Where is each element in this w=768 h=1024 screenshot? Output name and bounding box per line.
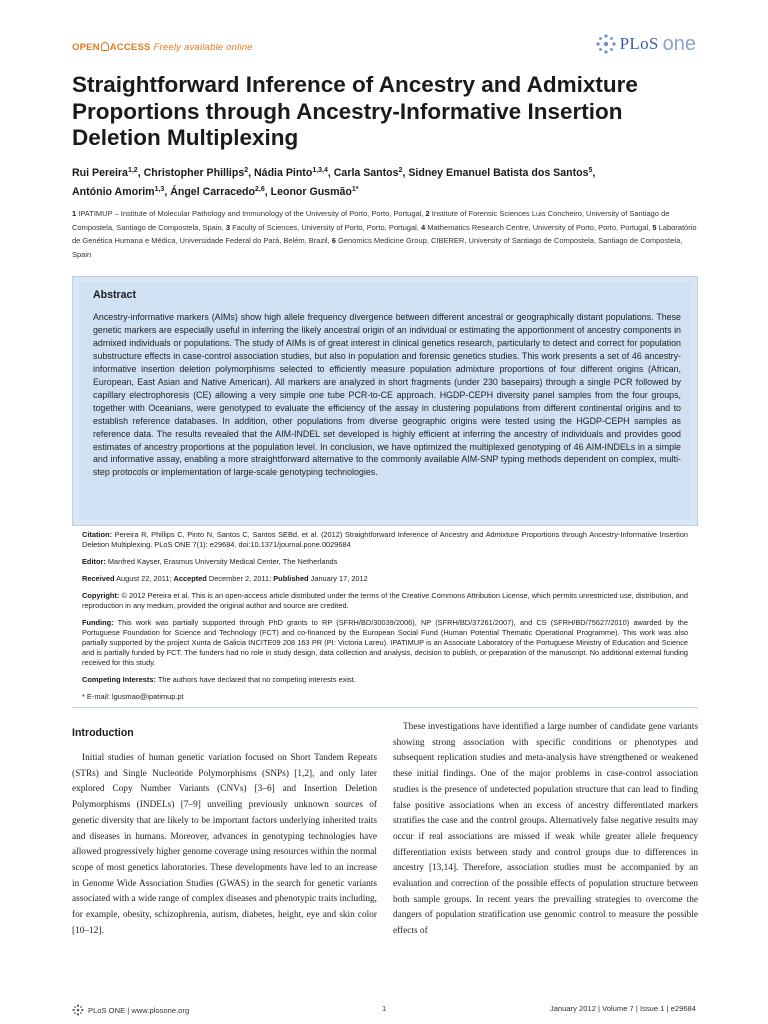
- page-number: 1: [382, 1004, 387, 1013]
- footer-journal: [72, 1004, 189, 1016]
- author[interactable]: Rui Pereira$^{1,2}$: [72, 167, 138, 179]
- author[interactable]: Sidney Emanuel Batista dos Santos$^5$: [408, 167, 593, 179]
- freely-available-text: Freely available online: [153, 42, 253, 53]
- author-list: Rui Pereira$^{1,2}$, Christopher Phillips$^2$, Nádia Pinto$^{1,3,4}$, Carla Santos$^2$, Sidney Emanuel Batista dos Santos$^5$, António Amorim$^{1,3}$, Ángel Carracedo$^{2,6}$, Leonor Gusmão$^{1*}$: [72, 167, 596, 198]
- author[interactable]: Nádia Pinto$^{1,3,4}$: [254, 167, 328, 179]
- author[interactable]: António Amorim$^{1,3}$: [72, 186, 165, 198]
- abstract-heading: Abstract: [93, 289, 136, 301]
- body-column-right: These investigations have identified a large number of candidate gene variants showing strong association with specific conditions or phenotypes and subsequent replication studies and meta-analysis have strengthened or weakened these initial findings. One of the major problems in case-control association studies is the presence of undetected population structure that can lead to finding false positive associations when an excess of ancestry differentiated markers stratifies the case and the control groups. Alternatively false negative results may occur if real associations are missed if weak while greater allele frequency differentiation exists between study and control groups due to differences in ancestry [13,14]. Therefore, association studies must be accompanied by an evaluation and correction of the possible effects of population structure between both sample groups. In recent years the prevailing strategies to overcome the dangers of population stratification use genomic control to measure the possible effects of: [393, 722, 698, 937]
- abstract-panel: [79, 282, 691, 520]
- footer-journal-text[interactable]: PLoS ONE | www.plosone.org: [88, 1005, 190, 1015]
- abstract-text: Ancestry-informative markers (AIMs) show high allele frequency divergence between different ancestral or geographically distant populations. These genetic markers are especially useful in inferring the likely ancestral origin of an individual or estimating the apportionment of ancestry components in admixed individuals or populations. The study of AIMs is of great interest in clinical genetics research, particularly to detect and correct for population substructure effects in case-control association studies, but also in population and forensic genetics studies. This work presents a set of 46 ancestry-informative insertion deletion polymorphisms selected to efficiently measure population admixture proportions of four different origins (African, European, East Asian and Native American). All markers are analyzed in short fragments (under 230 basepairs) through a single PCR followed by capillary electrophoresis (CE) allowing a very simple one tube PCR-to-CE approach. HGDP-CEPH diversity panel samples from the four groups, together with Oceanians, were genotyped to evaluate the efficiency of the assay in clustering populations from different continental origins and to establish reference databases. In addition, other populations from diverse geographic origins were tested using the HGDP-CEPH samples as reference data. The results revealed that the AIM-INDEL set developed is highly efficient at inferring the ancestry of individuals and provides good estimates of ancestry proportions at the population level. In conclusion, we have optimized the multiplexed genotyping of 46 AIM-INDELs in a simple and informative assay, enabling a more straightforward alternative to the commonly available AIM-SNP typing methods dependent on complex, multi-step protocols or implementation of large-scale genotyping technologies.: [93, 312, 681, 478]
- author[interactable]: Ángel Carracedo$^{2,6}$: [170, 186, 265, 198]
- brand-plos: PLoS: [619, 34, 659, 53]
- plos-dots-icon: [595, 33, 617, 55]
- section-divider: [72, 707, 698, 708]
- open-text: OPEN: [72, 42, 100, 53]
- open-access-label: [72, 42, 253, 53]
- affiliations: 1 IPATIMUP – Institute of Molecular Pathology and Immunology of the University of Porto, Porto, Portugal, 2 Institute of Forensic Sciences Luis Concheiro, University of Santiago de Compostela, Santiago de Compostela, Spain, 3 Faculty of Sciences, University of Porto, Porto, Portugal, 4 Mathematics Research Centre, University of Porto, Porto, Portugal, 5 Laboratório de Genética Humana e Médica, Universidade Federal do Pará, Belém, Brazil, 6 Genomics Medicine Group, CIBERER, University of Santiago de Compostela, Santiago de Compostela, Spain: [72, 209, 697, 259]
- author[interactable]: Carla Santos$^2$: [333, 167, 403, 179]
- article-title: Straightforward Inference of Ancestry and Admixture Proportions through Ancestry-Informative Insertion Deletion Multiplexing: [72, 72, 638, 150]
- editor: Editor: Manfred Kayser, Erasmus University Medical Center, The Netherlands: [82, 557, 338, 566]
- body-column-left: Initial studies of human genetic variation focused on Short Tandem Repeats (STRs) and Single Nucleotide Polymorphisms (SNPs) [1,2], and only later explored Copy Number Variants (CNVs) [3–6] and Insertion Deletion Polymorphisms (INDELs) [7–9] unveiling previously unknown sources of genetic diversity that are likely to be important factors underlying inherited traits and diseases in humans. Moreover, advances in genotyping technologies have allowed progressively higher genome coverage using resources within the normal scope of most genetics laboratories. These developments have led to an increase in Genome Wide Association Studies (GWAS) in the search for genetic variants associated with a wide range of complex diseases and phenotypic traits including, for example, obesity, schizophrenia, autism, diabetes, height, eye and skin color [10–12].: [72, 753, 377, 936]
- funding: Funding: This work was partially supported through PhD grants to RP (SFRH/BD/30039/2006), NP (SFRH/BD/37261/2007), and CS (SFRH/BD/75627/2010) awarded by the Portuguese Foundation for Science and Technology (FCT) and co-financed by the European Social Fund (Human Potential Thematic Operational Programme). This work was also partially supported by the project Xunta de Galicia INCITE09 208 163 PR (PI: Victoria Lareu). IPATIMUP is an Associate Laboratory of the Portuguese Ministry of Education and Science and is partially funded by FCT. The funders had no role in study design, data collection and analysis, decision to publish, or preparation of the manuscript. No additional external funding received for this study.: [82, 617, 689, 668]
- access-text: ACCESS: [109, 42, 151, 53]
- competing-interests: Competing Interests: The authors have declared that no competing interests exist.: [82, 675, 356, 685]
- author[interactable]: Christopher Phillips$^2$: [143, 167, 249, 179]
- plos-dots-icon: [72, 1004, 84, 1016]
- footer-issue: January 2012 | Volume 7 | Issue 1 | e29684: [549, 1004, 696, 1013]
- page-footer: [72, 1004, 696, 1018]
- copyright: Copyright: © 2012 Pereira et al. This is an open-access article distributed under the terms of the Creative Commons Attribution License, which permits unrestricted use, distribution, and reproduction in any medium, provided the original author and source are credited.: [82, 590, 688, 610]
- open-lock-icon: [101, 42, 109, 51]
- dates: Received August 22, 2011; Accepted December 2, 2011; Published January 17, 2012: [82, 573, 368, 583]
- author[interactable]: Leonor Gusmão$^{1*}$: [270, 186, 359, 198]
- corresponding-email[interactable]: * E-mail: lgusmao@ipatimup.pt: [82, 692, 184, 701]
- abstract-box: [72, 276, 698, 526]
- brand-one: one: [662, 32, 696, 55]
- plos-one-logo[interactable]: [595, 30, 696, 58]
- article-metadata: [82, 530, 688, 709]
- introduction-heading: Introduction: [72, 727, 134, 739]
- citation: Citation: Pereira R, Phillips C, Pinto N, Santos C, Santos SEBd, et al. (2012) Straightforward Inference of Ancestry and Admixture Proportions through Ancestry-Informative Insertion Deletion Multiplexing. PLoS ONE 7(1): e29684. doi:10.1371/journal.pone.0029684: [82, 530, 688, 550]
- journal-header: [72, 32, 696, 58]
